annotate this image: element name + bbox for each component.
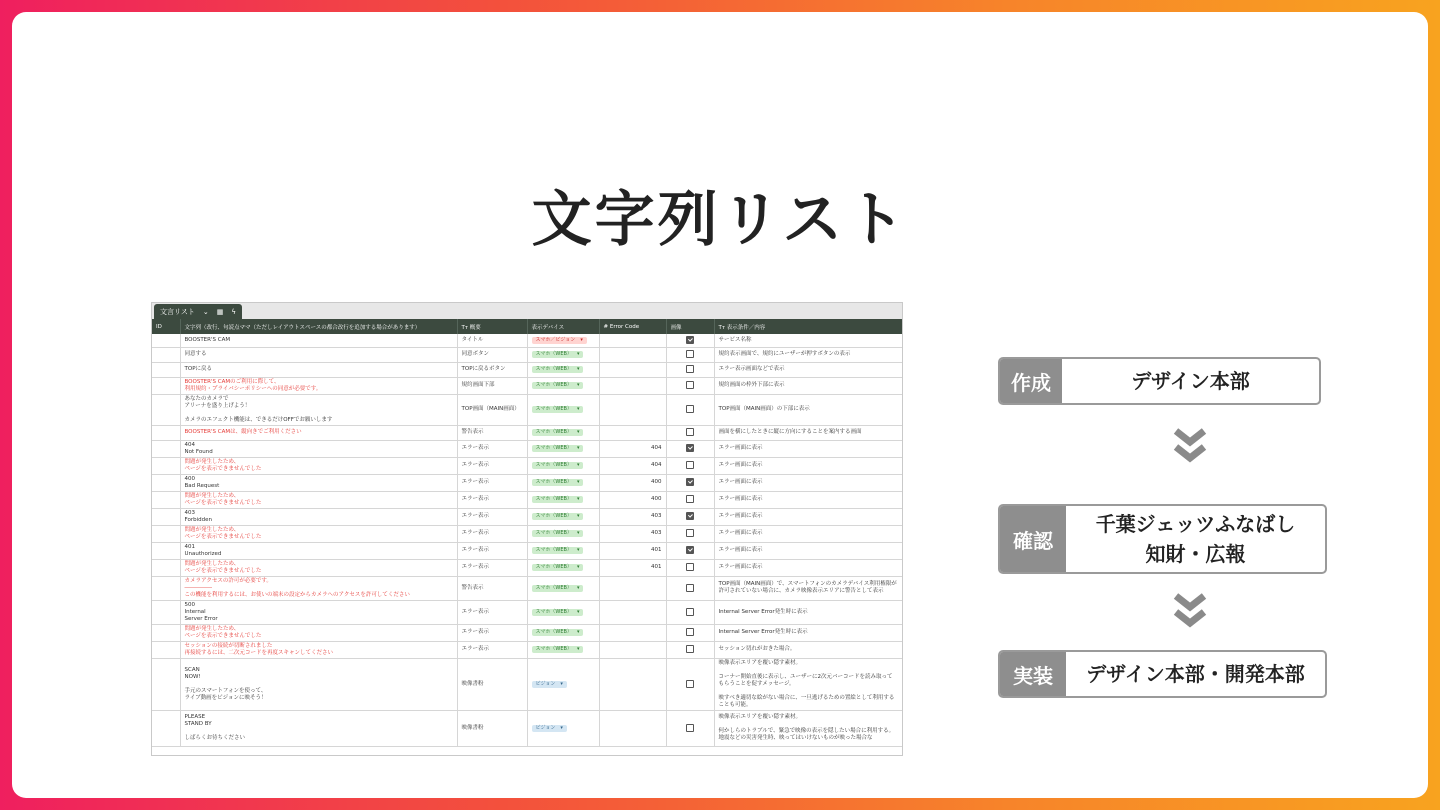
cell-device[interactable] — [527, 440, 599, 457]
cell-string[interactable]: BOOSTER'S CAMは、縦向きでご利用ください — [180, 425, 457, 440]
cell-summary[interactable]: TOP画面（MAIN画面） — [457, 394, 527, 425]
chevron-down-icon[interactable]: ▾ — [576, 445, 580, 451]
cell-string[interactable]: 403 Forbidden — [180, 508, 457, 525]
device-tag[interactable] — [532, 462, 584, 469]
chevron-down-icon[interactable]: ▾ — [576, 351, 580, 357]
cell-summary[interactable]: エラー表示 — [457, 624, 527, 641]
table-row[interactable] — [152, 641, 902, 658]
cell-summary[interactable]: 映像書粉 — [457, 658, 527, 710]
slide-card — [12, 12, 1428, 798]
bolt-icon[interactable]: ϟ — [231, 307, 236, 316]
cell-error-code[interactable] — [599, 658, 666, 710]
table-row[interactable] — [152, 508, 902, 525]
cell-summary[interactable]: エラー表示 — [457, 457, 527, 474]
chevron-down-icon[interactable]: ⌄ — [202, 307, 209, 316]
cell-id[interactable] — [152, 624, 180, 641]
device-tag-label: スマホ（WEB） — [535, 530, 572, 536]
cell-device[interactable] — [527, 457, 599, 474]
cell-summary[interactable]: エラー表示 — [457, 641, 527, 658]
flow-step-review — [998, 504, 1327, 574]
cell-string[interactable]: あなたのカメラで アリーナを盛り上げよう！ カメラのエフェクト機能は、できるだけOFFでお願いします — [180, 394, 457, 425]
chevron-down-icon[interactable]: ▾ — [576, 496, 580, 502]
cell-string[interactable]: 400 Bad Request — [180, 474, 457, 491]
cell-condition[interactable]: エラー画面に表示 — [714, 542, 902, 559]
cell-error-code[interactable] — [599, 334, 666, 347]
cell-device[interactable] — [527, 576, 599, 600]
cell-image[interactable] — [666, 362, 714, 377]
flow-step-value-line: デザイン本部・開発本部 — [1086, 662, 1305, 686]
cell-string[interactable]: セッションの接続が切断されました 再接続するには、二次元コードを再度スキャンしてください — [180, 641, 457, 658]
device-tag-label: スマホ（WEB） — [535, 479, 572, 485]
cell-error-code[interactable]: 403 — [599, 508, 666, 525]
cell-condition[interactable]: エラー画面に表示 — [714, 525, 902, 542]
cell-error-code[interactable] — [599, 362, 666, 377]
cell-summary[interactable]: エラー表示 — [457, 508, 527, 525]
cell-device[interactable] — [527, 508, 599, 525]
checkbox[interactable] — [686, 645, 694, 653]
checkbox[interactable] — [686, 512, 694, 520]
table-row[interactable] — [152, 600, 902, 624]
chevron-down-icon[interactable]: ▾ — [560, 680, 563, 687]
flow-step-value — [1062, 359, 1319, 403]
cell-summary[interactable]: タイトル — [457, 334, 527, 347]
cell-error-code[interactable]: 404 — [599, 440, 666, 457]
table-row[interactable] — [152, 425, 902, 440]
device-tag[interactable] — [532, 366, 584, 373]
cell-id[interactable] — [152, 347, 180, 362]
device-tag-label: スマホ（WEB） — [535, 351, 572, 357]
cell-string[interactable]: 問題が発生したため、 ページを表示できませんでした — [180, 559, 457, 576]
device-tag[interactable] — [532, 429, 584, 436]
cell-id[interactable] — [152, 600, 180, 624]
cell-error-code[interactable] — [599, 624, 666, 641]
device-tag-label: スマホ（WEB） — [535, 584, 572, 591]
cell-condition[interactable]: Internal Server Error発生時に表示 — [714, 624, 902, 641]
cell-id[interactable] — [152, 658, 180, 710]
sheet-tab-label: 文言リスト — [160, 307, 195, 316]
chevron-down-icon[interactable]: ▾ — [576, 366, 580, 372]
cell-error-code[interactable]: 401 — [599, 542, 666, 559]
device-tag-label: スマホ（WEB） — [535, 513, 572, 519]
cell-condition[interactable]: エラー画面に表示 — [714, 491, 902, 508]
chevron-down-icon[interactable]: ▾ — [576, 406, 580, 412]
cell-summary[interactable]: 同意ボタン — [457, 347, 527, 362]
cell-condition[interactable]: TOP画面（MAIN画面）の下部に表示 — [714, 394, 902, 425]
table-row[interactable] — [152, 491, 902, 508]
cell-error-code[interactable] — [599, 394, 666, 425]
device-tag[interactable] — [532, 445, 584, 452]
chevron-down-icon[interactable]: ▾ — [576, 479, 580, 485]
device-tag-label: スマホ（WEB） — [535, 429, 572, 435]
device-tag-label: スマホ（WEB） — [535, 547, 572, 553]
cell-image[interactable] — [666, 525, 714, 542]
cell-device[interactable] — [527, 377, 599, 394]
cell-id[interactable] — [152, 377, 180, 394]
device-tag[interactable] — [532, 530, 584, 537]
cell-condition[interactable]: 映像表示エリアを覆い隠す素材。 何かしらのトラブルで、緊急で映像の表示を隠したい場合に利用する。地震などの災害発生時、映ってはいけないものが映った場合な — [714, 710, 902, 746]
cell-image[interactable] — [666, 474, 714, 491]
table-row[interactable] — [152, 710, 902, 746]
device-tag[interactable] — [532, 496, 584, 503]
device-tag-label: ビジョン — [535, 680, 556, 687]
cell-id[interactable] — [152, 641, 180, 658]
checkbox[interactable] — [686, 444, 694, 452]
checkbox[interactable] — [686, 584, 694, 592]
checkbox[interactable] — [686, 724, 694, 732]
cell-image[interactable] — [666, 641, 714, 658]
chevron-down-icon[interactable]: ▾ — [576, 564, 580, 570]
flow-step-label: 実装 — [1000, 652, 1066, 696]
checkbox[interactable] — [686, 381, 694, 389]
cell-error-code[interactable] — [599, 600, 666, 624]
device-tag[interactable] — [532, 725, 567, 732]
cell-id[interactable] — [152, 362, 180, 377]
cell-condition[interactable]: 規約画面の枠外下部に表示 — [714, 377, 902, 394]
cell-condition[interactable]: 規約表示画面で、規約にユーザーが押すボタンの表示 — [714, 347, 902, 362]
table-row[interactable] — [152, 440, 902, 457]
cell-id[interactable] — [152, 440, 180, 457]
table-row[interactable] — [152, 576, 902, 600]
cell-error-code[interactable] — [599, 710, 666, 746]
table-row[interactable] — [152, 542, 902, 559]
device-tag[interactable] — [532, 337, 587, 344]
cell-condition[interactable]: エラー画面に表示 — [714, 440, 902, 457]
device-tag[interactable] — [532, 681, 567, 688]
cell-summary[interactable]: 規約画面下部 — [457, 377, 527, 394]
chevron-down-icon[interactable]: ▾ — [580, 336, 583, 343]
cell-image[interactable] — [666, 347, 714, 362]
cell-string[interactable]: 404 Not Found — [180, 440, 457, 457]
chevron-double-down-icon — [1172, 592, 1208, 632]
cell-error-code[interactable]: 404 — [599, 457, 666, 474]
checkbox[interactable] — [686, 563, 694, 571]
cell-image[interactable] — [666, 508, 714, 525]
cell-summary[interactable]: 警告表示 — [457, 576, 527, 600]
table-row[interactable] — [152, 347, 902, 362]
column-header-col-id[interactable]: ID — [152, 319, 180, 334]
cell-device[interactable] — [527, 624, 599, 641]
chevron-down-icon[interactable]: ▾ — [576, 584, 580, 591]
cell-condition[interactable]: サービス名称 — [714, 334, 902, 347]
cell-device[interactable] — [527, 474, 599, 491]
cell-string[interactable]: 問題が発生したため、 ページを表示できませんでした — [180, 491, 457, 508]
cell-image[interactable] — [666, 624, 714, 641]
cell-device[interactable] — [527, 425, 599, 440]
table-body — [152, 334, 902, 746]
cell-condition[interactable]: エラー表示画面などで表示 — [714, 362, 902, 377]
cell-summary[interactable]: TOPに戻るボタン — [457, 362, 527, 377]
cell-summary[interactable]: エラー表示 — [457, 542, 527, 559]
column-header-col-string[interactable]: 文字列（改行、句読点ママ（ただしレイアウトスペースの都合改行を追加する場合があります） — [180, 319, 457, 334]
cell-device[interactable] — [527, 347, 599, 362]
cell-error-code[interactable]: 400 — [599, 474, 666, 491]
device-tag[interactable] — [532, 585, 584, 592]
cell-device[interactable] — [527, 362, 599, 377]
device-tag-label: スマホ（WEB） — [535, 564, 572, 570]
checkbox[interactable] — [686, 680, 694, 688]
cell-id[interactable] — [152, 710, 180, 746]
cell-error-code[interactable]: 400 — [599, 491, 666, 508]
table-row[interactable] — [152, 559, 902, 576]
string-table — [152, 319, 903, 747]
column-header-col-image[interactable]: 画像 — [666, 319, 714, 334]
cell-image[interactable] — [666, 491, 714, 508]
cell-device[interactable] — [527, 491, 599, 508]
cell-id[interactable] — [152, 542, 180, 559]
cell-string[interactable]: 問題が発生したため、 ページを表示できませんでした — [180, 624, 457, 641]
flow-step-label: 確認 — [1000, 506, 1066, 572]
cell-device[interactable] — [527, 394, 599, 425]
cell-string[interactable]: PLEASE STAND BY しばらくお待ちください — [180, 710, 457, 746]
cell-image[interactable] — [666, 658, 714, 710]
chevron-down-icon[interactable]: ▾ — [576, 547, 580, 553]
cell-summary[interactable]: 映像書粉 — [457, 710, 527, 746]
flow-step-implement — [998, 650, 1327, 698]
cell-string[interactable]: 500 Internal Server Error — [180, 600, 457, 624]
cell-error-code[interactable] — [599, 425, 666, 440]
flow-step-label: 作成 — [1000, 359, 1062, 403]
flow-step-value-line: デザイン本部 — [1131, 369, 1250, 393]
device-tag[interactable] — [532, 406, 584, 413]
sheet-tab[interactable] — [154, 304, 242, 319]
cell-summary[interactable]: エラー表示 — [457, 440, 527, 457]
cell-summary[interactable]: 警告表示 — [457, 425, 527, 440]
chevron-down-icon[interactable]: ▾ — [576, 513, 580, 519]
cell-image[interactable] — [666, 425, 714, 440]
flow-step-create — [998, 357, 1321, 405]
sheet-tab-bar — [152, 303, 902, 319]
chevron-down-icon[interactable]: ▾ — [576, 382, 580, 388]
cell-id[interactable] — [152, 425, 180, 440]
cell-device[interactable] — [527, 334, 599, 347]
cell-image[interactable] — [666, 334, 714, 347]
cell-string[interactable]: BOOSTER'S CAM — [180, 334, 457, 347]
cell-error-code[interactable]: 403 — [599, 525, 666, 542]
flow-step-value-line: 知財・広報 — [1145, 542, 1246, 566]
checkbox[interactable] — [686, 478, 694, 486]
cell-id[interactable] — [152, 491, 180, 508]
checkbox[interactable] — [686, 350, 694, 358]
cell-condition[interactable]: エラー画面に表示 — [714, 474, 902, 491]
chevron-down-icon[interactable]: ▾ — [560, 724, 563, 731]
cell-condition[interactable]: セッション切れがおきた場合。 — [714, 641, 902, 658]
cell-summary[interactable]: エラー表示 — [457, 491, 527, 508]
cell-string[interactable]: 問題が発生したため、 ページを表示できませんでした — [180, 525, 457, 542]
cell-image[interactable] — [666, 600, 714, 624]
cell-summary[interactable]: エラー表示 — [457, 600, 527, 624]
table-row[interactable] — [152, 525, 902, 542]
device-tag[interactable] — [532, 351, 584, 358]
cell-condition[interactable]: Internal Server Error発生時に表示 — [714, 600, 902, 624]
device-tag-label: スマホ（WEB） — [535, 462, 572, 468]
cell-device[interactable] — [527, 559, 599, 576]
cell-error-code[interactable] — [599, 377, 666, 394]
device-tag[interactable] — [532, 547, 584, 554]
cell-image[interactable] — [666, 440, 714, 457]
device-tag-label: スマホ（WEB） — [535, 366, 572, 372]
device-tag-label: ビジョン — [535, 724, 556, 731]
checkbox[interactable] — [686, 529, 694, 537]
checkbox[interactable] — [686, 608, 694, 616]
device-tag-label: スマホ（WEB） — [535, 445, 572, 451]
cell-image[interactable] — [666, 710, 714, 746]
cell-image[interactable] — [666, 377, 714, 394]
cell-id[interactable] — [152, 508, 180, 525]
checkbox[interactable] — [686, 628, 694, 636]
spreadsheet-screenshot — [151, 302, 903, 756]
cell-device[interactable] — [527, 525, 599, 542]
cell-error-code[interactable] — [599, 576, 666, 600]
cell-condition[interactable]: エラー画面に表示 — [714, 508, 902, 525]
device-tag[interactable] — [532, 629, 584, 636]
device-tag-label: スマホ（WEB） — [535, 496, 572, 502]
cell-error-code[interactable] — [599, 347, 666, 362]
column-header-col-device[interactable]: 表示デバイス — [527, 319, 599, 334]
table-row[interactable] — [152, 334, 902, 347]
cell-summary[interactable]: エラー表示 — [457, 474, 527, 491]
cell-device[interactable] — [527, 641, 599, 658]
device-tag-label: スマホ（WEB） — [535, 382, 572, 388]
cell-image[interactable] — [666, 457, 714, 474]
checkbox[interactable] — [686, 428, 694, 436]
table-row[interactable] — [152, 457, 902, 474]
cell-string[interactable]: 401 Unauthorized — [180, 542, 457, 559]
cell-device[interactable] — [527, 710, 599, 746]
device-tag-label: スマホ（WEB） — [535, 646, 572, 652]
cell-id[interactable] — [152, 334, 180, 347]
device-tag-label: スマホ（WEB） — [535, 608, 572, 615]
cell-image[interactable] — [666, 542, 714, 559]
cell-string[interactable]: SCAN NOW! 手元のスマートフォンを使って、 ライブ動画をビジョンに映そう！ — [180, 658, 457, 710]
chevron-down-icon[interactable]: ▾ — [576, 530, 580, 536]
table-row[interactable] — [152, 377, 902, 394]
table-header-row — [152, 319, 902, 334]
chevron-double-down-icon — [1172, 427, 1208, 467]
cell-id[interactable] — [152, 576, 180, 600]
table-row[interactable] — [152, 658, 902, 710]
cell-device[interactable] — [527, 600, 599, 624]
device-tag[interactable] — [532, 609, 584, 616]
cell-id[interactable] — [152, 474, 180, 491]
cell-device[interactable] — [527, 542, 599, 559]
cell-device[interactable] — [527, 658, 599, 710]
grid-view-icon[interactable]: ▦ — [216, 307, 224, 316]
column-header-col-error-code[interactable]: # Error Code — [599, 319, 666, 334]
column-header-col-summary[interactable]: Tт 概要 — [457, 319, 527, 334]
checkbox[interactable] — [686, 495, 694, 503]
cell-id[interactable] — [152, 559, 180, 576]
checkbox[interactable] — [686, 336, 694, 344]
chevron-down-icon[interactable]: ▾ — [576, 462, 580, 468]
checkbox[interactable] — [686, 405, 694, 413]
cell-image[interactable] — [666, 394, 714, 425]
cell-image[interactable] — [666, 576, 714, 600]
cell-string[interactable]: TOPに戻る — [180, 362, 457, 377]
cell-id[interactable] — [152, 394, 180, 425]
cell-string[interactable]: 同意する — [180, 347, 457, 362]
checkbox[interactable] — [686, 461, 694, 469]
table-row[interactable] — [152, 624, 902, 641]
cell-error-code[interactable]: 401 — [599, 559, 666, 576]
device-tag[interactable] — [532, 564, 584, 571]
cell-summary[interactable]: エラー表示 — [457, 525, 527, 542]
cell-condition[interactable]: エラー画面に表示 — [714, 559, 902, 576]
device-tag[interactable] — [532, 646, 584, 653]
cell-string[interactable]: BOOSTER'S CAMのご利用に際して、 利用規約・プライバシーポリシーへの同意が必要です。 — [180, 377, 457, 394]
cell-condition[interactable]: 画面を横にしたときに縦に方向にすることを案内する画面 — [714, 425, 902, 440]
cell-condition[interactable]: TOP画面（MAIN画面）で、スマートフォンのカメラデバイス利用権限が許可されていない場合に、カメラ映像表示エリアに警告として表示 — [714, 576, 902, 600]
cell-id[interactable] — [152, 525, 180, 542]
flow-step-value — [1066, 506, 1325, 572]
slide-title: 文字列リスト — [531, 185, 909, 255]
cell-summary[interactable]: エラー表示 — [457, 559, 527, 576]
column-header-col-condition[interactable]: Tт 表示条件／内容 — [714, 319, 902, 334]
device-tag-label: スマホ／ビジョン — [535, 336, 576, 343]
table-row[interactable] — [152, 474, 902, 491]
flow-step-value-line: 千葉ジェッツふなばし — [1095, 512, 1296, 536]
cell-string[interactable]: 問題が発生したため、 ページを表示できませんでした — [180, 457, 457, 474]
table-row[interactable] — [152, 394, 902, 425]
table-row[interactable] — [152, 362, 902, 377]
cell-condition[interactable]: エラー画面に表示 — [714, 457, 902, 474]
device-tag[interactable] — [532, 479, 584, 486]
cell-condition[interactable]: 映像表示エリアを覆い隠す素材。 コーナー開始直後に表示し、ユーザーに2次元バーコードを読み取ってもらうことを促すメッセージ。 映すべき適切な絵がない場合に、一旦逃げるための置絵として利用することも可能。 — [714, 658, 902, 710]
cell-id[interactable] — [152, 457, 180, 474]
flow-step-value — [1066, 652, 1325, 696]
chevron-down-icon[interactable]: ▾ — [576, 629, 580, 635]
chevron-down-icon[interactable]: ▾ — [576, 646, 580, 652]
chevron-down-icon[interactable]: ▾ — [576, 429, 580, 435]
device-tag[interactable] — [532, 382, 584, 389]
cell-string[interactable]: カメラアクセスの許可が必要です。 ――――― この機能を利用するには、お使いの端末の設定からカメラへのアクセスを許可してください — [180, 576, 457, 600]
chevron-down-icon[interactable]: ▾ — [576, 608, 580, 615]
cell-error-code[interactable] — [599, 641, 666, 658]
device-tag-label: スマホ（WEB） — [535, 629, 572, 635]
device-tag[interactable] — [532, 513, 584, 520]
checkbox[interactable] — [686, 365, 694, 373]
checkbox[interactable] — [686, 546, 694, 554]
cell-image[interactable] — [666, 559, 714, 576]
device-tag-label: スマホ（WEB） — [535, 406, 572, 412]
